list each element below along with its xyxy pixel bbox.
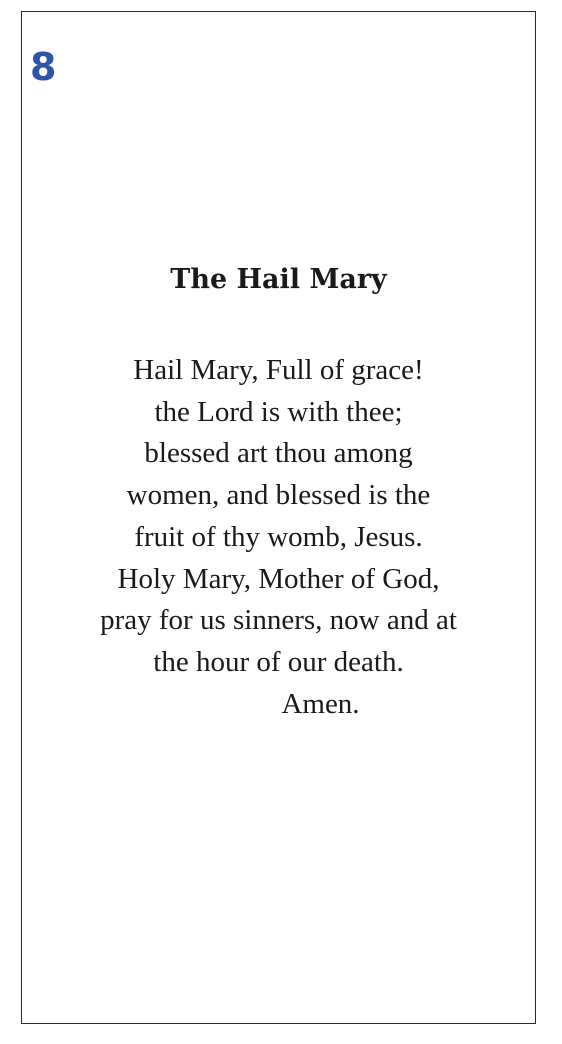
prayer-card [21,11,536,1024]
prayer-closing: Amen. [281,688,360,720]
prayer-line: the hour of our death. [153,645,404,678]
prayer-line: Holy Mary, Mother of God, [117,562,440,595]
prayer-line: the Lord is with thee; [154,395,403,428]
page-number: 8 [30,45,57,89]
prayer-line: women, and blessed is the [126,479,431,512]
prayer-line: blessed art thou among [144,437,413,470]
prayer-line: Hail Mary, Full of grace! [133,354,424,386]
prayer-line: fruit of thy womb, Jesus. [134,520,423,553]
prayer-line: pray for us sinners, now and at [100,604,457,637]
prayer-title: The Hail Mary [170,264,387,295]
prayer-text [22,350,535,684]
